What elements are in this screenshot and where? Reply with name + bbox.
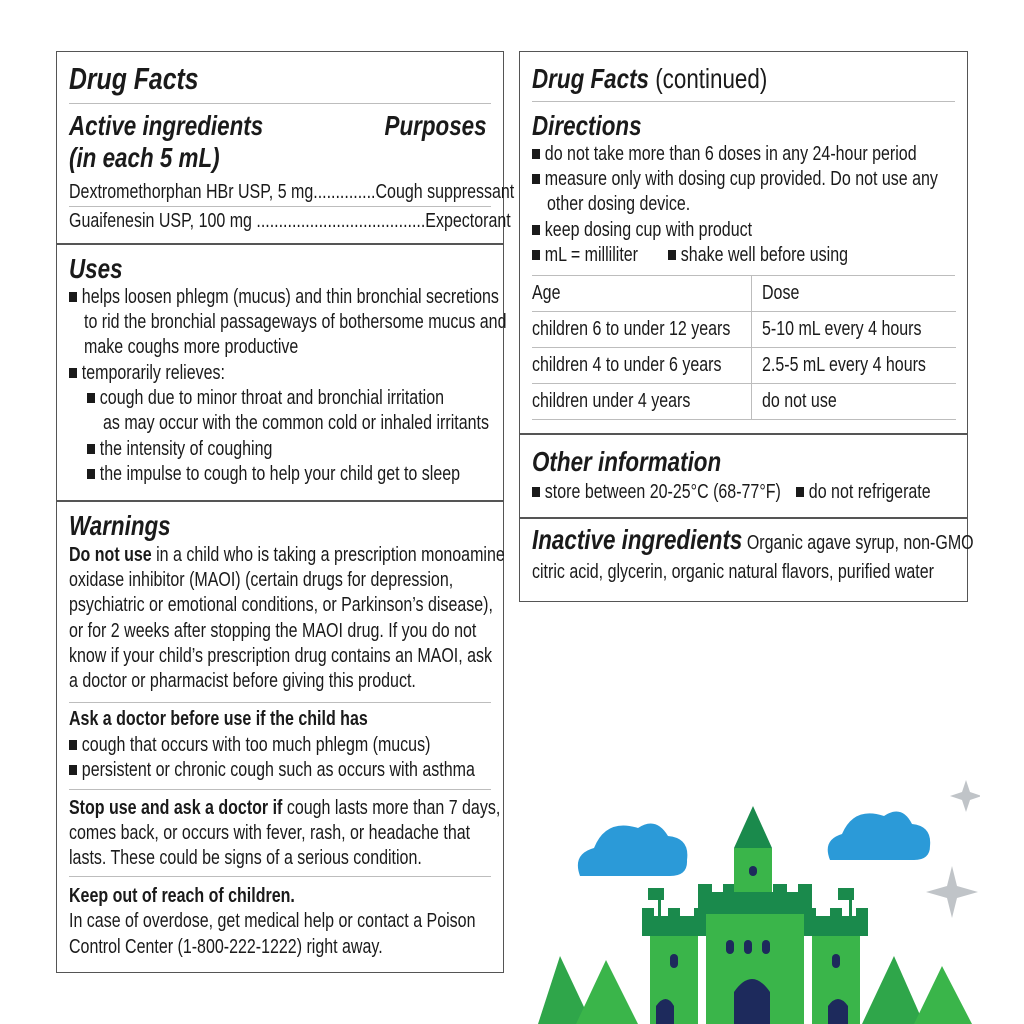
drug-facts-continued-title: Drug Facts (continued) <box>532 63 768 94</box>
cloud-icon <box>578 824 687 877</box>
directions-item-2: measure only with dosing cup provided. Do not use any <box>532 167 938 192</box>
uses-item-1-cont: to rid the bronchial passageways of bothersome mucus and <box>84 311 507 333</box>
uses-item-2: temporarily relieves: <box>69 361 225 386</box>
cloud-icon <box>828 812 930 861</box>
stop-use-line-2: comes back, or occurs with fever, rash, or headache that <box>69 822 471 844</box>
bullet-icon <box>532 174 540 184</box>
bullet-icon <box>69 368 77 378</box>
directions-item-3: keep dosing cup with product <box>532 218 752 243</box>
inactive-ingredients-line-1: Inactive ingredients Organic agave syrup, non-GMO <box>532 524 974 555</box>
do-not-use-line-1: Do not use in a child who is taking a prescription monoamine <box>69 544 505 566</box>
uses-item-1: helps loosen phlegm (mucus) and thin bronchial secretions <box>69 285 499 310</box>
age-header: Age <box>532 282 561 304</box>
bullet-icon <box>796 487 804 497</box>
directions-item-1: do not take more than 6 doses in any 24-hour period <box>532 142 917 167</box>
uses-subitem-3: the impulse to cough to help your child get to sleep <box>87 462 460 487</box>
uses-heading: Uses <box>69 253 123 284</box>
other-information-heading: Other information <box>532 446 722 477</box>
bullet-icon <box>87 469 95 479</box>
shake-note: shake well before using <box>668 243 848 268</box>
directions-item-2-cont: other dosing device. <box>547 193 691 215</box>
uses-subitem-2: the intensity of coughing <box>87 437 272 462</box>
do-not-use-line-2: oxidase inhibitor (MAOI) (certain drugs for depression, <box>69 569 454 591</box>
inactive-ingredients-line-2: citric acid, glycerin, organic natural flavors, purified water <box>532 561 934 583</box>
tree-icon <box>576 960 638 1024</box>
age-cell: children under 4 years <box>532 390 691 412</box>
ask-doctor-item-2: persistent or chronic cough such as occurs with asthma <box>69 758 475 783</box>
drug-facts-panel-left <box>56 51 515 973</box>
dose-cell: 5-10 mL every 4 hours <box>762 318 922 340</box>
do-not-use-line-3: psychiatric or emotional conditions, or Parkinson’s disease), <box>69 594 493 616</box>
bullet-icon <box>69 740 77 750</box>
dose-cell: 2.5-5 mL every 4 hours <box>762 354 926 376</box>
dose-cell: do not use <box>762 390 837 412</box>
ask-doctor-heading: Ask a doctor before use if the child has <box>69 708 368 730</box>
table-row <box>532 312 956 348</box>
dose-header: Dose <box>762 282 800 304</box>
sparkle-icon <box>926 866 978 918</box>
tree-icon <box>914 966 972 1024</box>
stop-use-line-1: Stop use and ask a doctor if cough lasts more than 7 days, <box>69 797 501 819</box>
sparkle-icon <box>950 780 980 812</box>
uses-item-1-cont2: make coughs more productive <box>84 336 299 358</box>
drug-facts-title: Drug Facts <box>69 61 199 96</box>
purposes-heading: Purposes <box>384 110 487 141</box>
table-row <box>532 384 956 420</box>
other-store: store between 20-25°C (68-77°F) <box>532 480 781 505</box>
warnings-heading: Warnings <box>69 510 171 541</box>
stop-use-line-3: lasts. These could be signs of a serious condition. <box>69 847 422 869</box>
bullet-icon <box>532 149 540 159</box>
bullet-icon <box>87 444 95 454</box>
age-cell: children 6 to under 12 years <box>532 318 731 340</box>
bullet-icon <box>87 393 95 403</box>
directions-heading: Directions <box>532 110 642 141</box>
keep-out-line-2: Control Center (1-800-222-1222) right away. <box>69 936 383 958</box>
do-not-use-line-6: a doctor or pharmacist before giving this product. <box>69 670 416 692</box>
bullet-icon <box>69 765 77 775</box>
bullet-icon <box>532 250 540 260</box>
table-row <box>532 348 956 384</box>
bullet-icon <box>532 225 540 235</box>
do-not-use-line-4: or for 2 weeks after stopping the MAOI drug. If you do not <box>69 620 477 642</box>
dose-table-header <box>532 276 956 312</box>
active-ingredients-subheading: (in each 5 mL) <box>69 142 220 173</box>
ingredient-row-1: Dextromethorphan HBr USP, 5 mg..............Cough suppressant <box>69 181 515 203</box>
active-ingredients-heading: Active ingredients <box>69 110 264 141</box>
tree-icon <box>862 956 924 1024</box>
bullet-icon <box>69 292 77 302</box>
ingredient-row-2: Guaifenesin USP, 100 mg ......................................Expectorant <box>69 210 511 232</box>
drug-facts-panel-right <box>519 51 974 602</box>
do-not-use-line-5: know if your child’s prescription drug contains an MAOI, ask <box>69 645 493 667</box>
keep-out-heading: Keep out of reach of children. <box>69 885 295 907</box>
inactive-ingredients-heading: Inactive ingredients <box>532 524 743 555</box>
age-cell: children 4 to under 6 years <box>532 354 722 376</box>
ask-doctor-item-1: cough that occurs with too much phlegm (mucus) <box>69 733 430 758</box>
other-refrigerate: do not refrigerate <box>796 480 931 505</box>
ml-note: mL = milliliter <box>532 243 638 268</box>
bullet-icon <box>668 250 676 260</box>
keep-out-line-1: In case of overdose, get medical help or contact a Poison <box>69 910 476 932</box>
uses-subitem-1-cont: as may occur with the common cold or inhaled irritants <box>103 412 489 434</box>
castle-illustration <box>520 770 980 1024</box>
uses-subitem-1: cough due to minor throat and bronchial irritation <box>87 386 444 411</box>
bullet-icon <box>532 487 540 497</box>
